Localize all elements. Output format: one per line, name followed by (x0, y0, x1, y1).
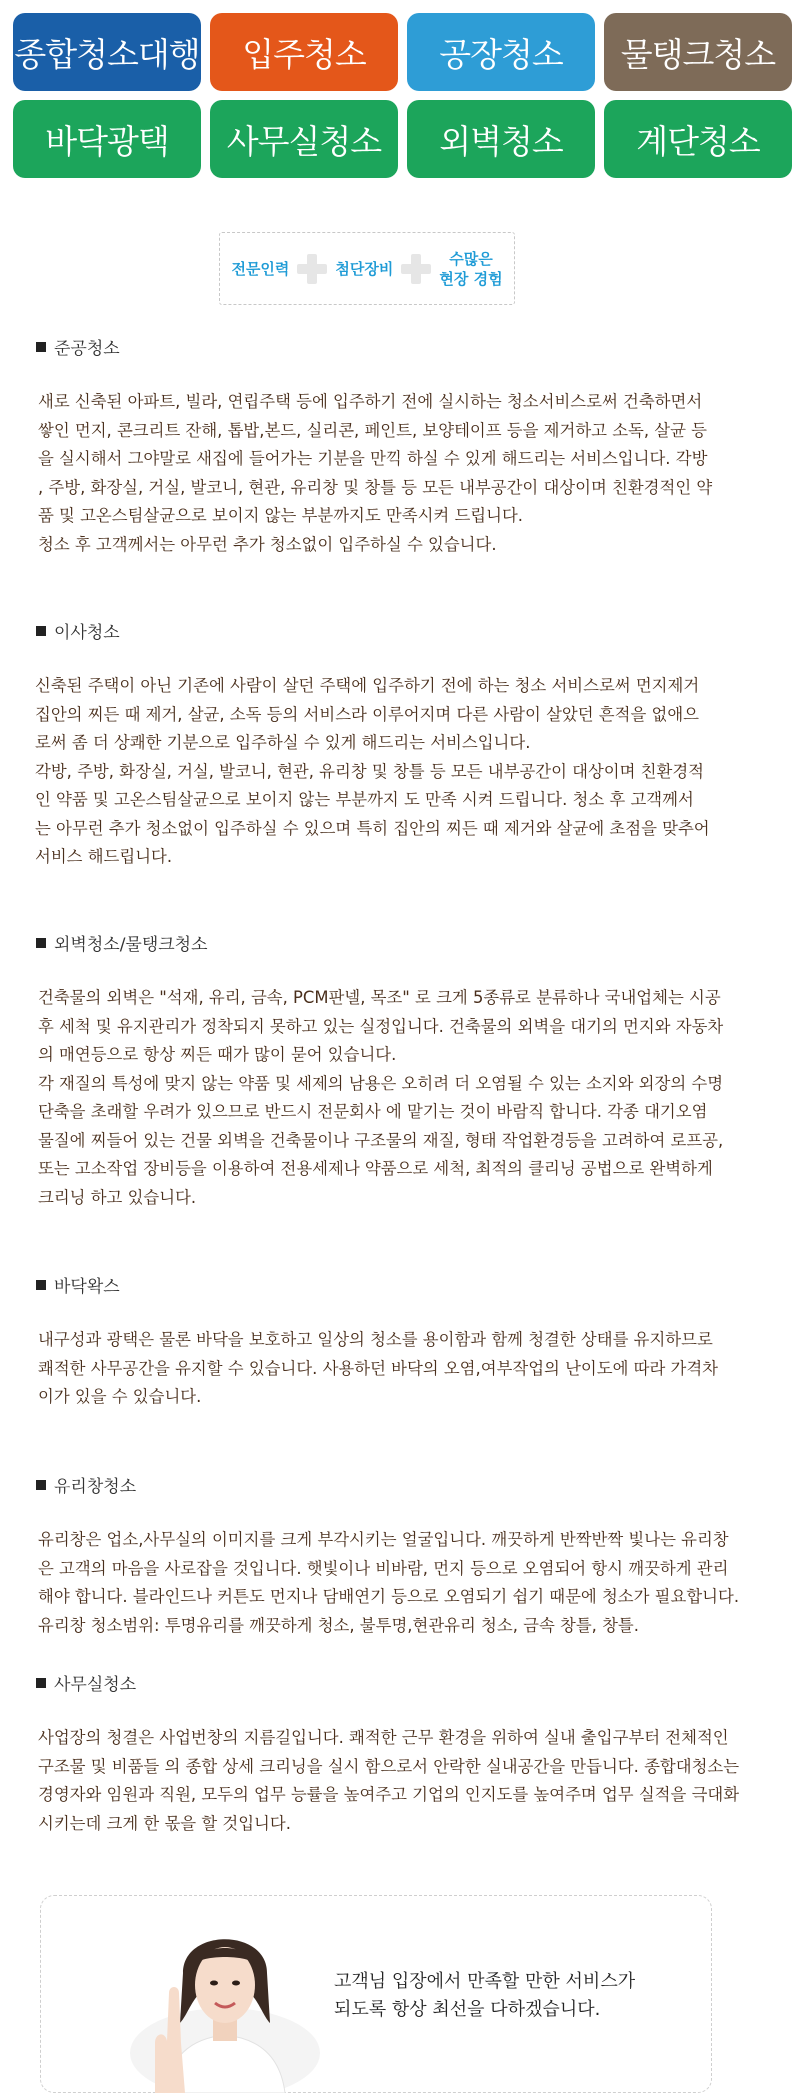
body-line: 또는 고소작업 장비등을 이용하여 전용세제나 약품으로 세척, 최적의 클리닝 공법으로 완벽하게 (38, 1159, 713, 1178)
body-line: 물질에 찌들어 있는 건물 외벽을 건축물이나 구조물의 재질, 형태 작업환경등을 고려하여 로프공, (38, 1130, 724, 1150)
body-line: , 주방, 화장실, 거실, 발코니, 현관, 유리창 및 창틀 등 모든 내부공간이 대상이며 친환경적인 약 (38, 477, 713, 497)
body-line: 인 약품 및 고온스팀살균으로 보이지 않는 부분까지 도 만족 시켜 드립니다. 청소 후 고객께서 (35, 790, 694, 809)
nav-button-floor-polish[interactable] (13, 100, 201, 178)
section-title-moving (36, 618, 120, 643)
nav-button-label: 물탱크청소 (620, 34, 776, 74)
body-line: 각방, 주방, 화장실, 거실, 발코니, 현관, 유리창 및 창틀 등 모든 내부공간이 대상이며 친환경적 (35, 761, 704, 781)
section-title-text: 사무실청소 (54, 1675, 137, 1695)
closing-line: 고객님 입장에서 만족할 만한 서비스가 (334, 1971, 636, 1992)
feature-experience-line2: 현장 경험 (439, 269, 503, 288)
section-body-exterior (38, 984, 783, 1212)
body-line: 로써 좀 더 상쾌한 기분으로 입주하실 수 있게 해드리는 서비스입니다. (35, 733, 531, 752)
closing-line: 되도록 항상 최선을 다하겠습니다. (334, 1999, 601, 2020)
feature-experience-line1: 수많은 (449, 249, 493, 268)
body-line: 청소 후 고객께서는 아무런 추가 청소없이 입주하실 수 있습니다. (38, 534, 497, 554)
body-line: 단축을 초래할 우려가 있으므로 반드시 전문회사 에 맡기는 것이 바람직 합니다. 각종 대기오염 (38, 1102, 708, 1121)
feature-experts: 전문인력 (231, 260, 290, 278)
nav-button-label: 입주청소 (242, 34, 366, 74)
body-line: 크리닝 하고 있습니다. (38, 1187, 197, 1207)
feature-equipment: 첨단장비 (335, 260, 394, 278)
plus-icon (401, 254, 431, 284)
nav-button-label: 바닥광택 (45, 121, 169, 161)
body-line: 의 매연등으로 항상 찌든 때가 많이 묻어 있습니다. (38, 1045, 397, 1064)
section-title-text: 바닥왁스 (54, 1277, 120, 1297)
nav-button-label: 종합청소대행 (14, 34, 200, 74)
feature-experience (439, 249, 502, 289)
nav-button-label: 공장청소 (439, 34, 563, 74)
section-body-moving (35, 672, 780, 872)
body-line: 유리창 청소범위: 투명유리를 깨끗하게 청소, 불투명,현관유리 청소, 금속 창틀, 창틀. (38, 1615, 639, 1635)
nav-button-move-in[interactable] (210, 13, 398, 91)
body-line: 은 고객의 마음을 사로잡을 것입니다. 햇빛이나 비바람, 먼지 등으로 오염되어 항시 깨끗하게 관리 (38, 1558, 729, 1578)
nav-button-label: 계단청소 (636, 121, 760, 161)
closing-message (334, 1968, 635, 2024)
section-title-floor-wax (36, 1272, 120, 1297)
body-line: 서비스 해드립니다. (35, 847, 173, 866)
body-line: 사업장의 청결은 사업번창의 지름길입니다. 쾌적한 근무 환경을 위하여 실내 출입구부터 전체적인 (38, 1728, 729, 1747)
body-line: 유리창은 업소,사무실의 이미지를 크게 부각시키는 얼굴입니다. 깨끗하게 반짝반짝 빛나는 유리창 (38, 1530, 729, 1549)
body-line: 신축된 주택이 아닌 기존에 사람이 살던 주택에 입주하기 전에 하는 청소 서비스로써 먼지제거 (35, 676, 700, 695)
nav-button-factory[interactable] (407, 13, 595, 91)
body-line: 건축물의 외벽은 "석재, 유리, 금속, PCM판넬, 목조" 로 크게 5종류로 분류하나 국내업체는 시공 (38, 988, 721, 1007)
body-line: 을 실시해서 그야말로 새집에 들어가는 기분을 만끽 하실 수 있게 해드리는 서비스입니다. 각방 (38, 449, 708, 468)
body-line: 품 및 고온스팀살균으로 보이지 않는 부분까지도 만족시켜 드립니다. (38, 506, 524, 525)
body-line: 시키는데 크게 한 몫을 할 것입니다. (38, 1813, 291, 1833)
section-body-window (38, 1526, 783, 1640)
plus-icon (297, 254, 327, 284)
square-bullet-icon (36, 938, 46, 948)
section-body-office (38, 1724, 783, 1838)
features-banner (219, 232, 515, 305)
square-bullet-icon (36, 1678, 46, 1688)
section-title-office (36, 1670, 136, 1695)
section-title-text: 이사청소 (54, 623, 120, 643)
body-line: 새로 신축된 아파트, 빌라, 연립주택 등에 입주하기 전에 실시하는 청소서비스로써 건축하면서 (38, 392, 703, 411)
section-body-completion (38, 388, 783, 559)
body-line: 이가 있을 수 있습니다. (38, 1387, 202, 1406)
body-line: 경영자와 임원과 직원, 모두의 업무 능률을 높여주고 기업의 인지도를 높여주며 업무 실적을 극대화 (38, 1785, 740, 1804)
section-title-text: 준공청소 (54, 339, 120, 359)
body-line: 쌓인 먼지, 콘크리트 잔해, 톱밥,본드, 실리콘, 페인트, 보양테이프 등을 제거하고 소독, 살균 등 (38, 420, 707, 440)
section-title-text: 외벽청소/물탱크청소 (54, 935, 208, 955)
section-title-text: 유리창청소 (54, 1477, 137, 1497)
body-line: 는 아무런 추가 청소없이 입주하실 수 있으며 특히 집안의 찌든 때 제거와 살균에 초점을 맞추어 (35, 818, 710, 838)
body-line: 집안의 찌든 때 제거, 살균, 소독 등의 서비스라 이루어지며 다른 사람이 살았던 흔적을 없애으 (35, 704, 699, 724)
body-line: 내구성과 광택은 물론 바닥을 보호하고 일상의 청소를 용이함과 함께 청결한 상태를 유지하므로 (38, 1330, 713, 1349)
nav-button-exterior[interactable] (407, 100, 595, 178)
square-bullet-icon (36, 626, 46, 636)
nav-button-stairs[interactable] (604, 100, 792, 178)
nav-button-label: 외벽청소 (439, 121, 563, 161)
nav-button-comprehensive[interactable] (13, 13, 201, 91)
staff-woman-image (125, 1903, 325, 2093)
body-line: 구조물 및 비품들 의 종합 상세 크리닝을 실시 함으로서 안락한 실내공간을 만듭니다. 종합대청소는 (38, 1756, 740, 1776)
section-title-completion (36, 334, 120, 359)
body-line: 각 재질의 특성에 맞지 않는 약품 및 세제의 남용은 오히려 더 오염될 수 있는 소지와 외장의 수명 (38, 1073, 724, 1093)
nav-button-office[interactable] (210, 100, 398, 178)
square-bullet-icon (36, 1480, 46, 1490)
square-bullet-icon (36, 1280, 46, 1290)
section-title-window (36, 1472, 136, 1497)
nav-button-label: 사무실청소 (226, 121, 382, 161)
body-line: 해야 합니다. 블라인드나 커튼도 먼지나 담배연기 등으로 오염되기 쉽기 때문에 청소가 필요합니다. (38, 1587, 740, 1606)
nav-button-water-tank[interactable] (604, 13, 792, 91)
body-line: 후 세척 및 유지관리가 정착되지 못하고 있는 실정입니다. 건축물의 외벽을 대기의 먼지와 자동차 (38, 1016, 724, 1036)
body-line: 쾌적한 사무공간을 유지할 수 있습니다. 사용하던 바닥의 오염,여부작업의 난이도에 따라 가격차 (38, 1358, 719, 1378)
section-title-exterior (36, 930, 208, 955)
square-bullet-icon (36, 342, 46, 352)
section-body-floor-wax (38, 1326, 783, 1412)
